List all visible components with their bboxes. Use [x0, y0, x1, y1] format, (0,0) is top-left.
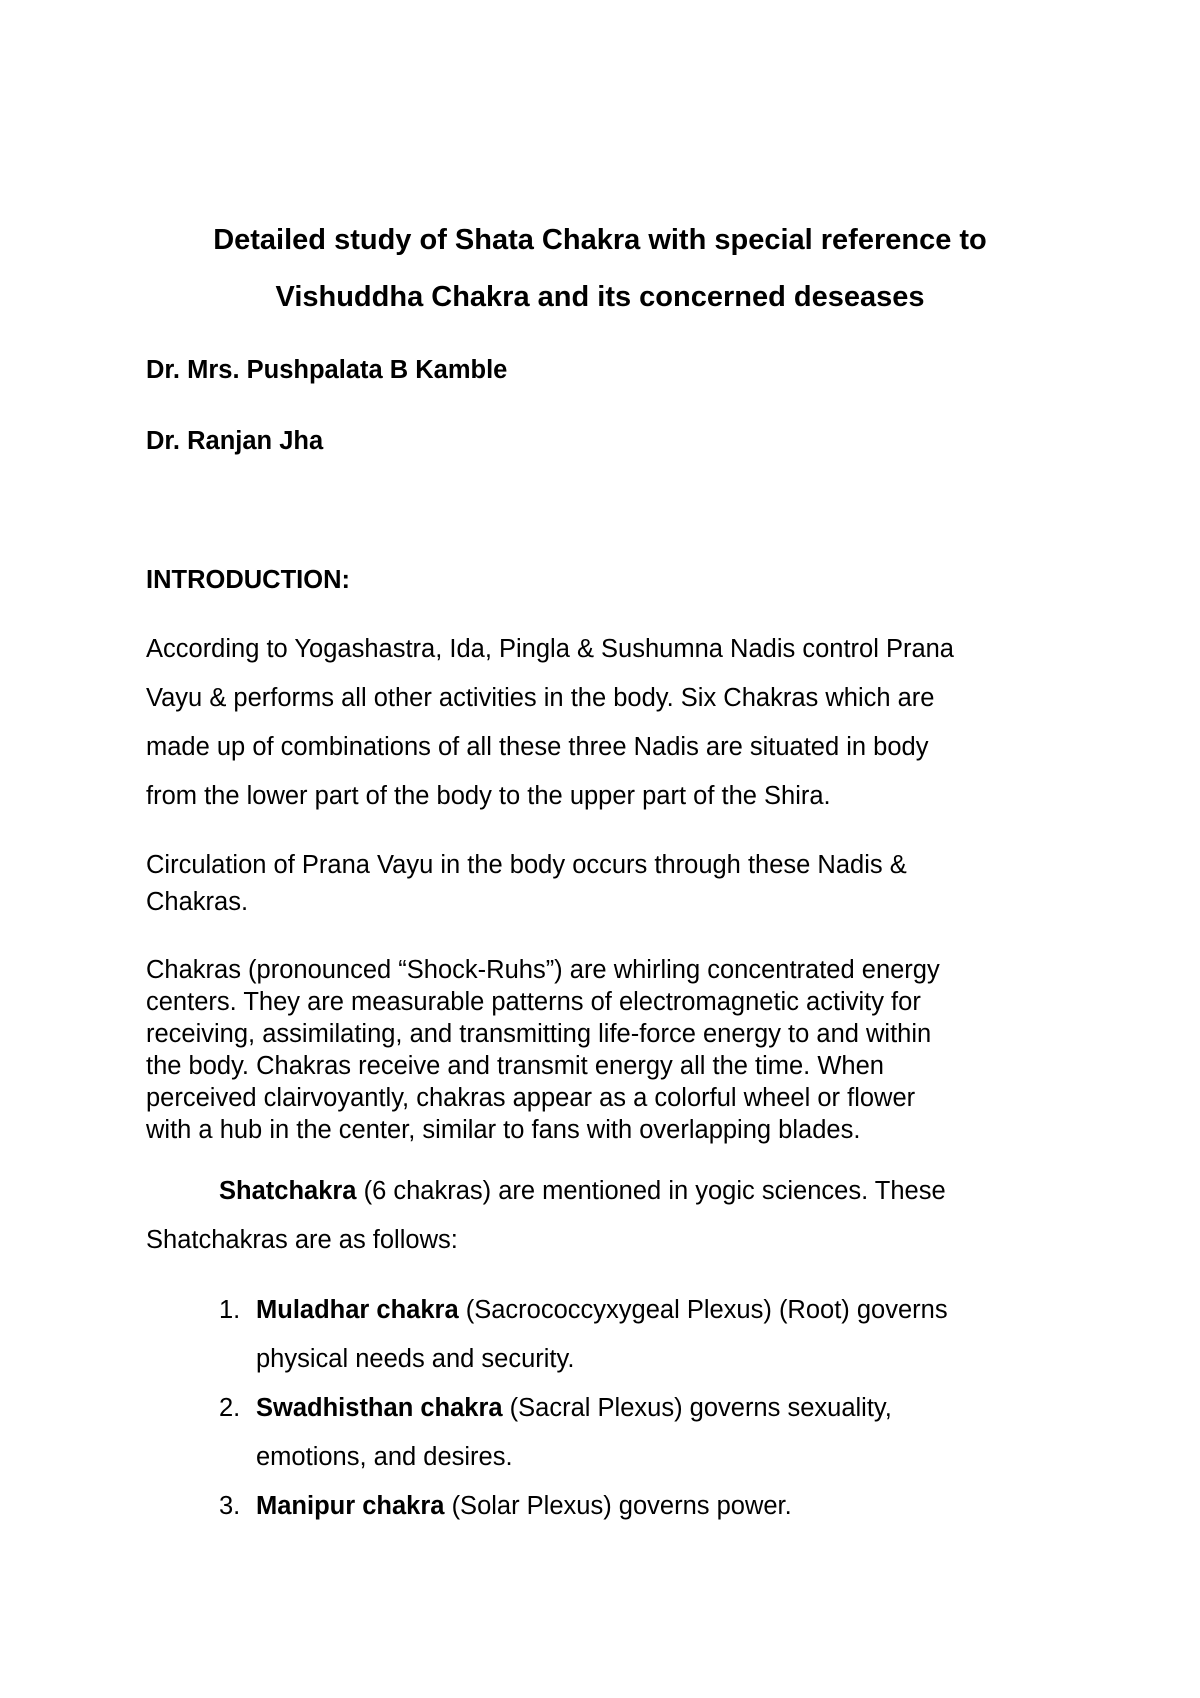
intro-para1-line: According to Yogashastra, Ida, Pingla & Sushumna Nadis control Prana — [146, 635, 954, 663]
chakra-name: Manipur chakra — [256, 1492, 445, 1520]
intro-para1-line: from the lower part of the body to the upper part of the Shira. — [146, 782, 831, 810]
section-heading-introduction: INTRODUCTION: — [146, 566, 350, 594]
list-item — [219, 1295, 948, 1325]
intro-para3-line: Chakras (pronounced “Shock-Ruhs”) are whirling concentrated energy — [146, 956, 940, 984]
shatchakra-term: Shatchakra — [219, 1177, 357, 1205]
paper-title-line-2: Vishuddha Chakra and its concerned deseases — [275, 281, 925, 313]
intro-para4-line-1-rest: (6 chakras) are mentioned in yogic sciences. These — [356, 1177, 946, 1205]
list-number: 2. — [219, 1394, 241, 1422]
list-item-text: (Solar Plexus) governs power. — [444, 1492, 792, 1520]
intro-para3-line: perceived clairvoyantly, chakras appear as a colorful wheel or flower — [146, 1084, 916, 1112]
intro-para1-line: Vayu & performs all other activities in the body. Six Chakras which are — [146, 684, 935, 712]
author-1: Dr. Mrs. Pushpalata B Kamble — [146, 356, 508, 384]
intro-para3-line: with a hub in the center, similar to fans with overlapping blades. — [146, 1116, 861, 1144]
list-number: 3. — [219, 1492, 241, 1520]
intro-para2-line: Circulation of Prana Vayu in the body occurs through these Nadis & — [146, 851, 907, 879]
intro-para4-line-2: Shatchakras are as follows: — [146, 1226, 458, 1254]
list-number: 1. — [219, 1296, 241, 1324]
author-2: Dr. Ranjan Jha — [146, 427, 324, 455]
list-item-text: (Sacrococcyxygeal Plexus) (Root) governs — [458, 1296, 948, 1324]
paper-title-line-1: Detailed study of Shata Chakra with special reference to — [213, 224, 987, 256]
list-item-continuation: physical needs and security. — [256, 1345, 575, 1373]
intro-para1-line: made up of combinations of all these three Nadis are situated in body — [146, 733, 929, 761]
intro-para3-line: receiving, assimilating, and transmitting life-force energy to and within — [146, 1020, 932, 1048]
list-item-continuation: emotions, and desires. — [256, 1443, 513, 1471]
intro-para3-line: centers. They are measurable patterns of electromagnetic activity for — [146, 988, 921, 1016]
chakra-name: Muladhar chakra — [256, 1296, 459, 1324]
intro-para4-line-1 — [219, 1176, 946, 1206]
list-item — [219, 1393, 892, 1423]
list-item — [219, 1491, 792, 1521]
chakra-name: Swadhisthan chakra — [256, 1394, 503, 1422]
list-item-text: (Sacral Plexus) governs sexuality, — [502, 1394, 892, 1422]
intro-para3-line: the body. Chakras receive and transmit energy all the time. When — [146, 1052, 884, 1080]
intro-para2-line: Chakras. — [146, 888, 249, 916]
